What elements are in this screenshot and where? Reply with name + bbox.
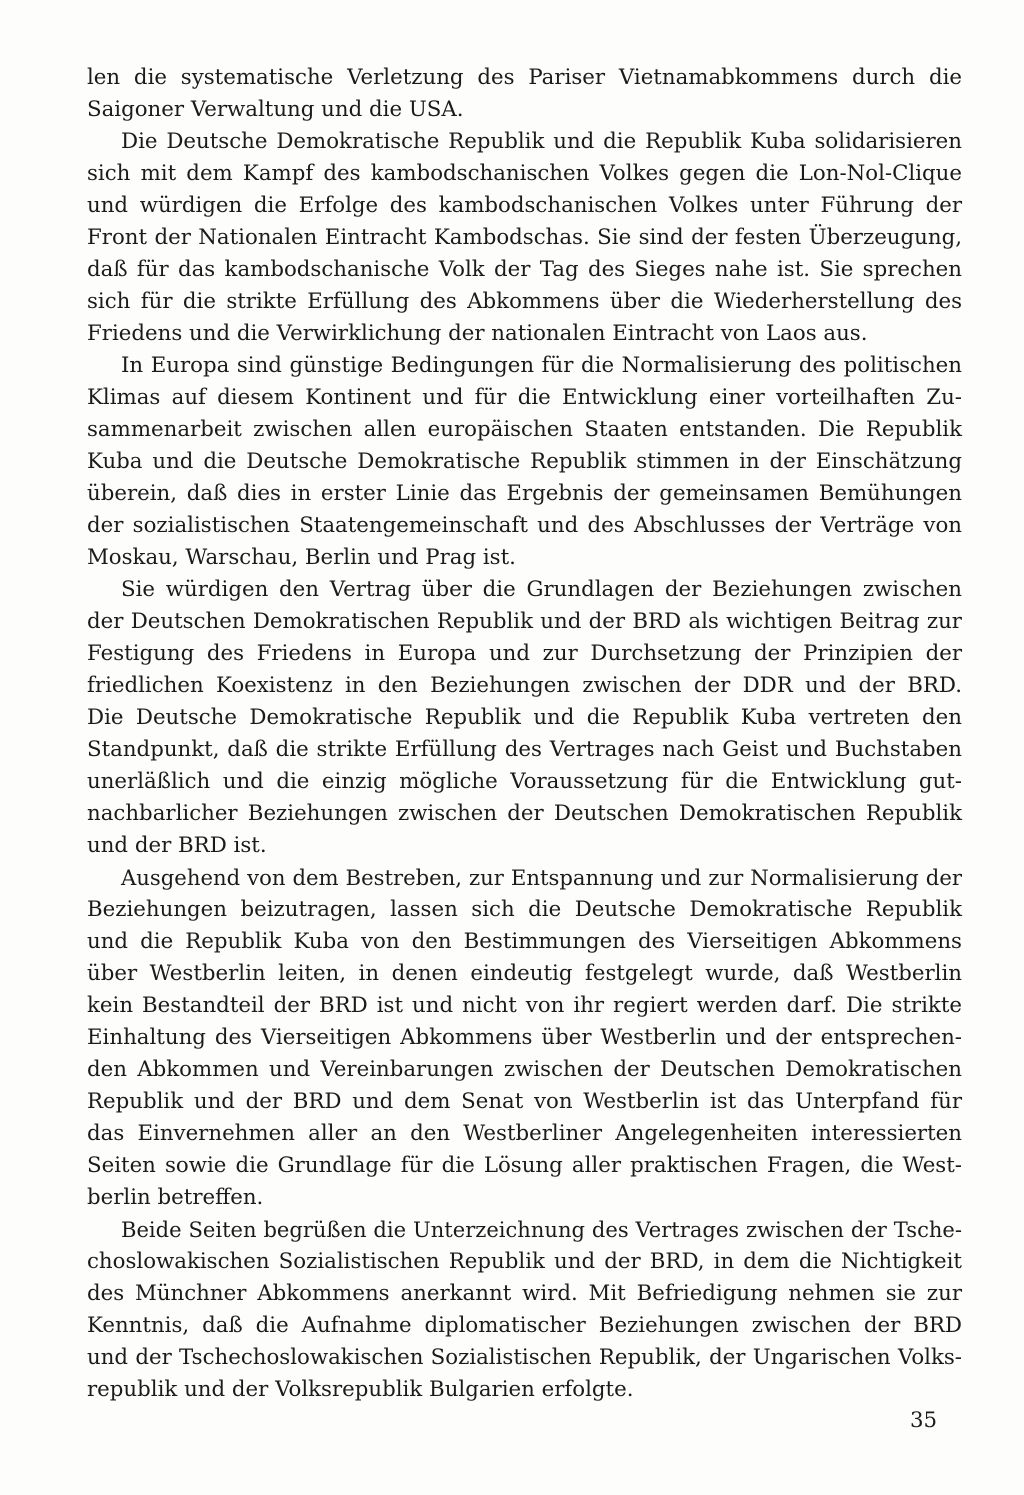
text-line: das Einvernehmen aller an den Westberliner Angelegenheiten interessierten	[87, 1121, 962, 1146]
text-line: Standpunkt, daß die strikte Erfüllung des Vertrages nach Geist und Buchstaben	[87, 737, 962, 762]
text-line: berlin betreffen.	[87, 1185, 264, 1210]
text-line: In Europa sind günstige Bedingungen für die Normalisierung des politischen	[121, 353, 962, 378]
text-line: Kenntnis, daß die Aufnahme diplomatischer Beziehungen zwischen der BRD	[87, 1313, 962, 1338]
text-line: Die Deutsche Demokratische Republik und die Republik Kuba solidarisieren	[121, 129, 962, 154]
text-line: friedlichen Koexistenz in den Beziehungen zwischen der DDR und der BRD.	[87, 673, 962, 698]
text-line: sammenarbeit zwischen allen europäischen Staaten entstanden. Die Republik	[87, 417, 962, 442]
text-line: der Deutschen Demokratischen Republik und der BRD als wichtigen Beitrag zur	[87, 609, 962, 634]
text-line: Moskau, Warschau, Berlin und Prag ist.	[87, 545, 516, 570]
text-line: Kuba und die Deutsche Demokratische Republik stimmen in der Einschätzung	[87, 449, 962, 474]
text-line: Ausgehend von dem Bestreben, zur Entspannung und zur Normalisierung der	[121, 865, 962, 890]
text-line: sich mit dem Kampf des kambodschanischen Volkes gegen die Lon-Nol-Clique	[87, 161, 962, 186]
text-line: kein Bestandteil der BRD ist und nicht von ihr regiert werden darf. Die strikte	[87, 993, 962, 1018]
text-line: über Westberlin leiten, in denen eindeutig festgelegt wurde, daß Westberlin	[87, 961, 962, 986]
text-line: Seiten sowie die Grundlage für die Lösung aller praktischen Fragen, die West-	[87, 1153, 962, 1178]
text-line: Sie würdigen den Vertrag über die Grundlagen der Beziehungen zwischen	[121, 577, 962, 602]
text-line: Klimas auf diesem Kontinent und für die Entwicklung einer vorteilhaften Zu-	[87, 385, 962, 410]
text-line: der sozialistischen Staatengemeinschaft und des Abschlusses der Verträge von	[87, 513, 962, 538]
text-line: sich für die strikte Erfüllung des Abkommens über die Wiederherstellung des	[87, 289, 962, 314]
text-line: republik und der Volksrepublik Bulgarien erfolgte.	[87, 1377, 634, 1402]
text-line: unerläßlich und die einzig mögliche Voraussetzung für die Entwicklung gut-	[87, 769, 962, 794]
text-line: Festigung des Friedens in Europa und zur Durchsetzung der Prinzipien der	[87, 641, 962, 666]
text-line: Beide Seiten begrüßen die Unterzeichnung des Vertrages zwischen der Tsche-	[121, 1217, 962, 1242]
text-line: daß für das kambodschanische Volk der Tag des Sieges nahe ist. Sie sprechen	[87, 257, 962, 282]
text-line: und würdigen die Erfolge des kambodschanischen Volkes unter Führung der	[87, 193, 962, 218]
text-line: Friedens und die Verwirklichung der nationalen Eintracht von Laos aus.	[87, 321, 868, 346]
text-line: und die Republik Kuba von den Bestimmungen des Vierseitigen Abkommens	[87, 929, 962, 954]
text-line: nachbarlicher Beziehungen zwischen der Deutschen Demokratischen Republik	[87, 801, 962, 826]
text-line: und der Tschechoslowakischen Sozialistischen Republik, der Ungarischen Volks-	[87, 1345, 962, 1370]
body-text	[87, 62, 962, 1406]
page-number: 35	[910, 1408, 938, 1433]
text-line: len die systematische Verletzung des Pariser Vietnamabkommens durch die	[87, 65, 962, 90]
text-line: Einhaltung des Vierseitigen Abkommens über Westberlin und der entsprechen-	[87, 1025, 962, 1050]
text-line: Front der Nationalen Eintracht Kambodschas. Sie sind der festen Überzeugung,	[87, 225, 962, 250]
text-line: des Münchner Abkommens anerkannt wird. Mit Befriedigung nehmen sie zur	[87, 1281, 962, 1306]
text-line: Saigoner Verwaltung und die USA.	[87, 97, 464, 122]
text-line: Beziehungen beizutragen, lassen sich die Deutsche Demokratische Republik	[87, 897, 962, 922]
text-line: Die Deutsche Demokratische Republik und die Republik Kuba vertreten den	[87, 705, 962, 730]
text-line: Republik und der BRD und dem Senat von Westberlin ist das Unterpfand für	[87, 1089, 962, 1114]
text-line: überein, daß dies in erster Linie das Ergebnis der gemeinsamen Bemühungen	[87, 481, 962, 506]
text-line: choslowakischen Sozialistischen Republik und der BRD, in dem die Nichtigkeit	[87, 1249, 962, 1274]
text-line: und der BRD ist.	[87, 833, 267, 858]
text-line: den Abkommen und Vereinbarungen zwischen der Deutschen Demokratischen	[87, 1057, 962, 1082]
